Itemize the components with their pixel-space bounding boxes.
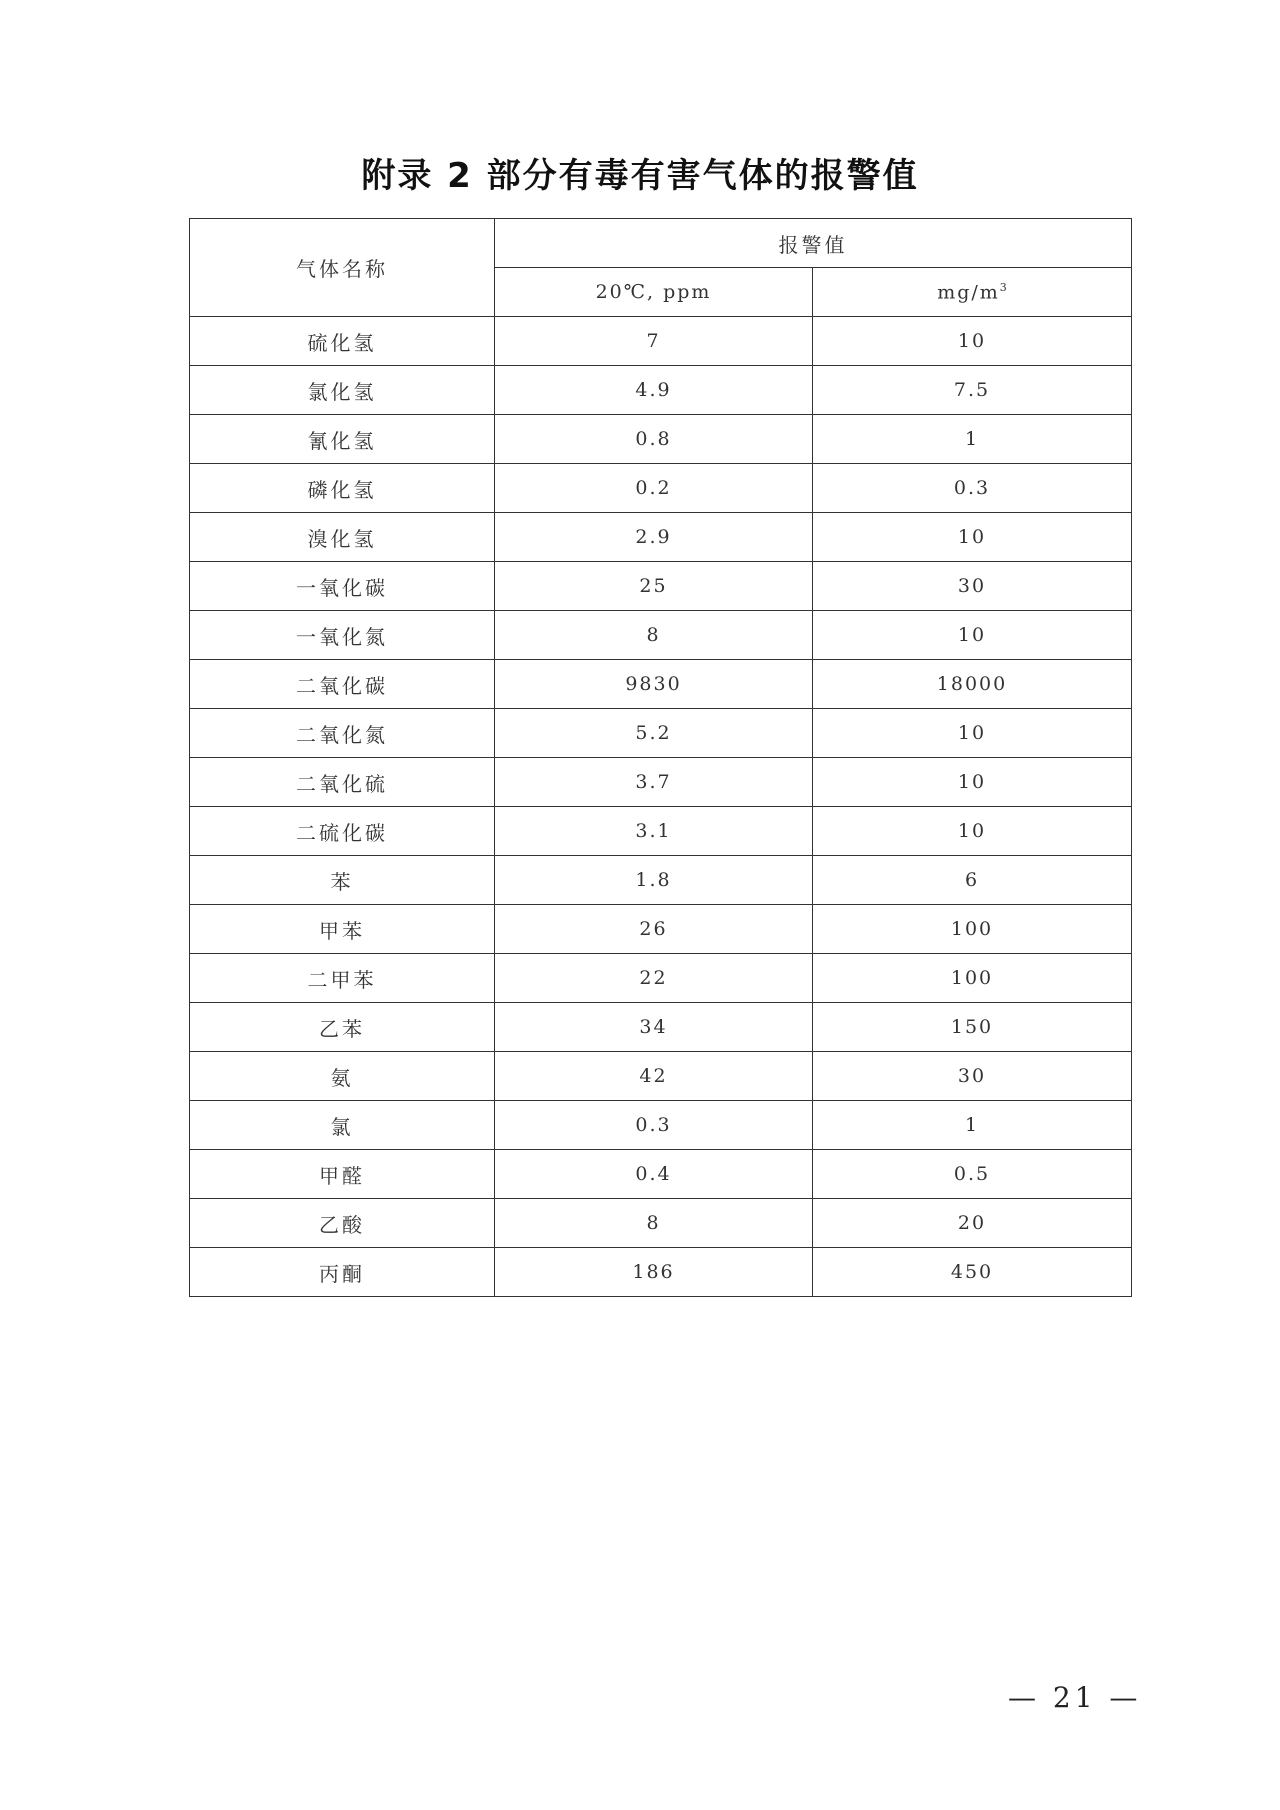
- ppm-value-cell: 186: [495, 1248, 813, 1297]
- mg-value-cell: 100: [813, 905, 1132, 954]
- ppm-value-cell: 0.8: [495, 415, 813, 464]
- ppm-value-cell: 0.3: [495, 1101, 813, 1150]
- alarm-value-header: 报警值: [495, 219, 1132, 268]
- table-row: [190, 905, 1132, 954]
- mg-unit-header: [813, 268, 1132, 317]
- ppm-value-cell: 3.7: [495, 758, 813, 807]
- table-header-row: [190, 219, 1132, 268]
- ppm-value-cell: 0.2: [495, 464, 813, 513]
- ppm-value-cell: 1.8: [495, 856, 813, 905]
- mg-value-cell: 1: [813, 1101, 1132, 1150]
- gas-name-cell: 甲苯: [190, 905, 495, 954]
- gas-name-cell: 二氧化氮: [190, 709, 495, 758]
- gas-name-cell: 乙酸: [190, 1199, 495, 1248]
- gas-name-cell: 氰化氢: [190, 415, 495, 464]
- gas-name-cell: 一氧化碳: [190, 562, 495, 611]
- mg-value-cell: 6: [813, 856, 1132, 905]
- ppm-value-cell: 2.9: [495, 513, 813, 562]
- gas-name-cell: 氯: [190, 1101, 495, 1150]
- mg-value-cell: 0.3: [813, 464, 1132, 513]
- mg-value-cell: 450: [813, 1248, 1132, 1297]
- ppm-value-cell: 5.2: [495, 709, 813, 758]
- table-row: [190, 562, 1132, 611]
- page-number: — 21 —: [1008, 1681, 1142, 1714]
- table-row: [190, 415, 1132, 464]
- gas-name-cell: 溴化氢: [190, 513, 495, 562]
- ppm-value-cell: 42: [495, 1052, 813, 1101]
- ppm-value-cell: 22: [495, 954, 813, 1003]
- ppm-value-cell: 9830: [495, 660, 813, 709]
- table-row: [190, 954, 1132, 1003]
- ppm-value-cell: 4.9: [495, 366, 813, 415]
- mg-value-cell: 18000: [813, 660, 1132, 709]
- gas-name-cell: 乙苯: [190, 1003, 495, 1052]
- gas-name-cell: 氨: [190, 1052, 495, 1101]
- ppm-value-cell: 34: [495, 1003, 813, 1052]
- ppm-value-cell: 3.1: [495, 807, 813, 856]
- ppm-value-cell: 7: [495, 317, 813, 366]
- gas-name-header: 气体名称: [190, 219, 495, 317]
- gas-name-cell: 苯: [190, 856, 495, 905]
- ppm-value-cell: 25: [495, 562, 813, 611]
- mg-value-cell: 20: [813, 1199, 1132, 1248]
- page-title: 附录 2 部分有毒有害气体的报警值: [361, 156, 919, 196]
- mg-value-cell: 10: [813, 709, 1132, 758]
- table-row: [190, 366, 1132, 415]
- gas-name-cell: 硫化氢: [190, 317, 495, 366]
- mg-value-cell: 10: [813, 513, 1132, 562]
- gas-name-cell: 二硫化碳: [190, 807, 495, 856]
- mg-value-cell: 7.5: [813, 366, 1132, 415]
- mg-value-cell: 100: [813, 954, 1132, 1003]
- gas-name-cell: 丙酮: [190, 1248, 495, 1297]
- table-row: [190, 807, 1132, 856]
- ppm-value-cell: 26: [495, 905, 813, 954]
- mg-unit-base: mg/m: [937, 281, 1000, 304]
- table-row: [190, 1052, 1132, 1101]
- table-row: [190, 317, 1132, 366]
- table-row: [190, 611, 1132, 660]
- ppm-value-cell: 8: [495, 611, 813, 660]
- gas-name-cell: 二甲苯: [190, 954, 495, 1003]
- mg-value-cell: 30: [813, 1052, 1132, 1101]
- ppm-unit-header: 20℃, ppm: [495, 268, 813, 317]
- mg-value-cell: 30: [813, 562, 1132, 611]
- mg-value-cell: 1: [813, 415, 1132, 464]
- table-row: [190, 709, 1132, 758]
- mg-unit-superscript: 3: [999, 280, 1007, 294]
- table-row: [190, 1150, 1132, 1199]
- ppm-value-cell: 0.4: [495, 1150, 813, 1199]
- table-row: [190, 513, 1132, 562]
- mg-value-cell: 10: [813, 807, 1132, 856]
- mg-value-cell: 10: [813, 611, 1132, 660]
- mg-value-cell: 10: [813, 758, 1132, 807]
- gas-name-cell: 甲醛: [190, 1150, 495, 1199]
- mg-value-cell: 0.5: [813, 1150, 1132, 1199]
- gas-name-cell: 二氧化硫: [190, 758, 495, 807]
- mg-value-cell: 150: [813, 1003, 1132, 1052]
- table-row: [190, 856, 1132, 905]
- table-row: [190, 660, 1132, 709]
- table-row: [190, 1101, 1132, 1150]
- ppm-value-cell: 8: [495, 1199, 813, 1248]
- gas-name-cell: 一氧化氮: [190, 611, 495, 660]
- gas-name-cell: 氯化氢: [190, 366, 495, 415]
- table-row: [190, 1003, 1132, 1052]
- table-row: [190, 1199, 1132, 1248]
- table-row: [190, 758, 1132, 807]
- table-row: [190, 1248, 1132, 1297]
- mg-value-cell: 10: [813, 317, 1132, 366]
- alarm-value-table: [189, 218, 1132, 1297]
- table-row: [190, 464, 1132, 513]
- gas-name-cell: 二氧化碳: [190, 660, 495, 709]
- gas-name-cell: 磷化氢: [190, 464, 495, 513]
